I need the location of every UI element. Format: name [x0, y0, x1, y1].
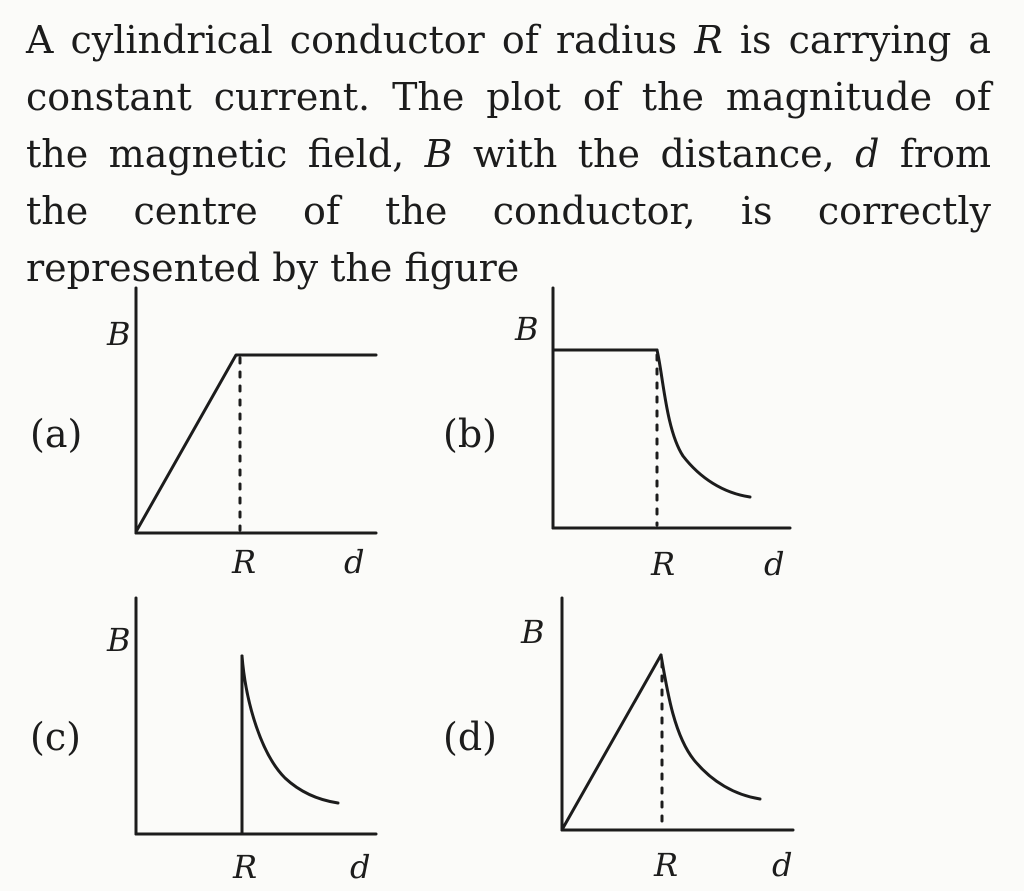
graph-b-y-label: B [515, 310, 539, 348]
graph-c-decay-curve [242, 656, 338, 803]
field-symbol: B [424, 132, 453, 176]
option-d-label: (d) [443, 715, 497, 759]
graph-a-r-label: R [232, 543, 257, 581]
graph-d-decay-curve [661, 655, 760, 799]
graph-a [136, 288, 376, 533]
question-part-1: A cylindrical conductor of radius [26, 18, 695, 62]
option-b-label: (b) [443, 412, 497, 456]
question-part-2: is carrying a constant current. The plot of the magnitude of the magnetic field, [26, 18, 991, 176]
graph-a-y-label: B [107, 315, 131, 353]
question-part-4: from the centre of the conductor, is correctly represented by the figure [26, 132, 991, 290]
graph-b [553, 288, 790, 528]
graph-c-x-label: d [350, 848, 371, 886]
graph-d-r-label: R [654, 846, 679, 884]
radius-symbol: R [694, 18, 723, 62]
distance-symbol: d [855, 132, 880, 176]
graph-c [136, 598, 376, 834]
graph-d-linear-rise [563, 655, 661, 828]
graph-c-y-label: B [107, 621, 131, 659]
graph-b-x-label: d [764, 545, 785, 583]
graph-c-r-label: R [233, 848, 258, 886]
question-part-3: with the distance, [452, 132, 856, 176]
graph-a-curve [137, 355, 376, 530]
graph-d-y-label: B [521, 613, 545, 651]
option-a-label: (a) [30, 412, 83, 456]
graph-d [562, 598, 793, 830]
graph-d-x-label: d [772, 846, 793, 884]
graph-b-decay-curve [657, 350, 750, 497]
graph-b-r-label: R [651, 545, 676, 583]
graph-a-x-label: d [344, 543, 365, 581]
option-c-label: (c) [30, 715, 81, 759]
